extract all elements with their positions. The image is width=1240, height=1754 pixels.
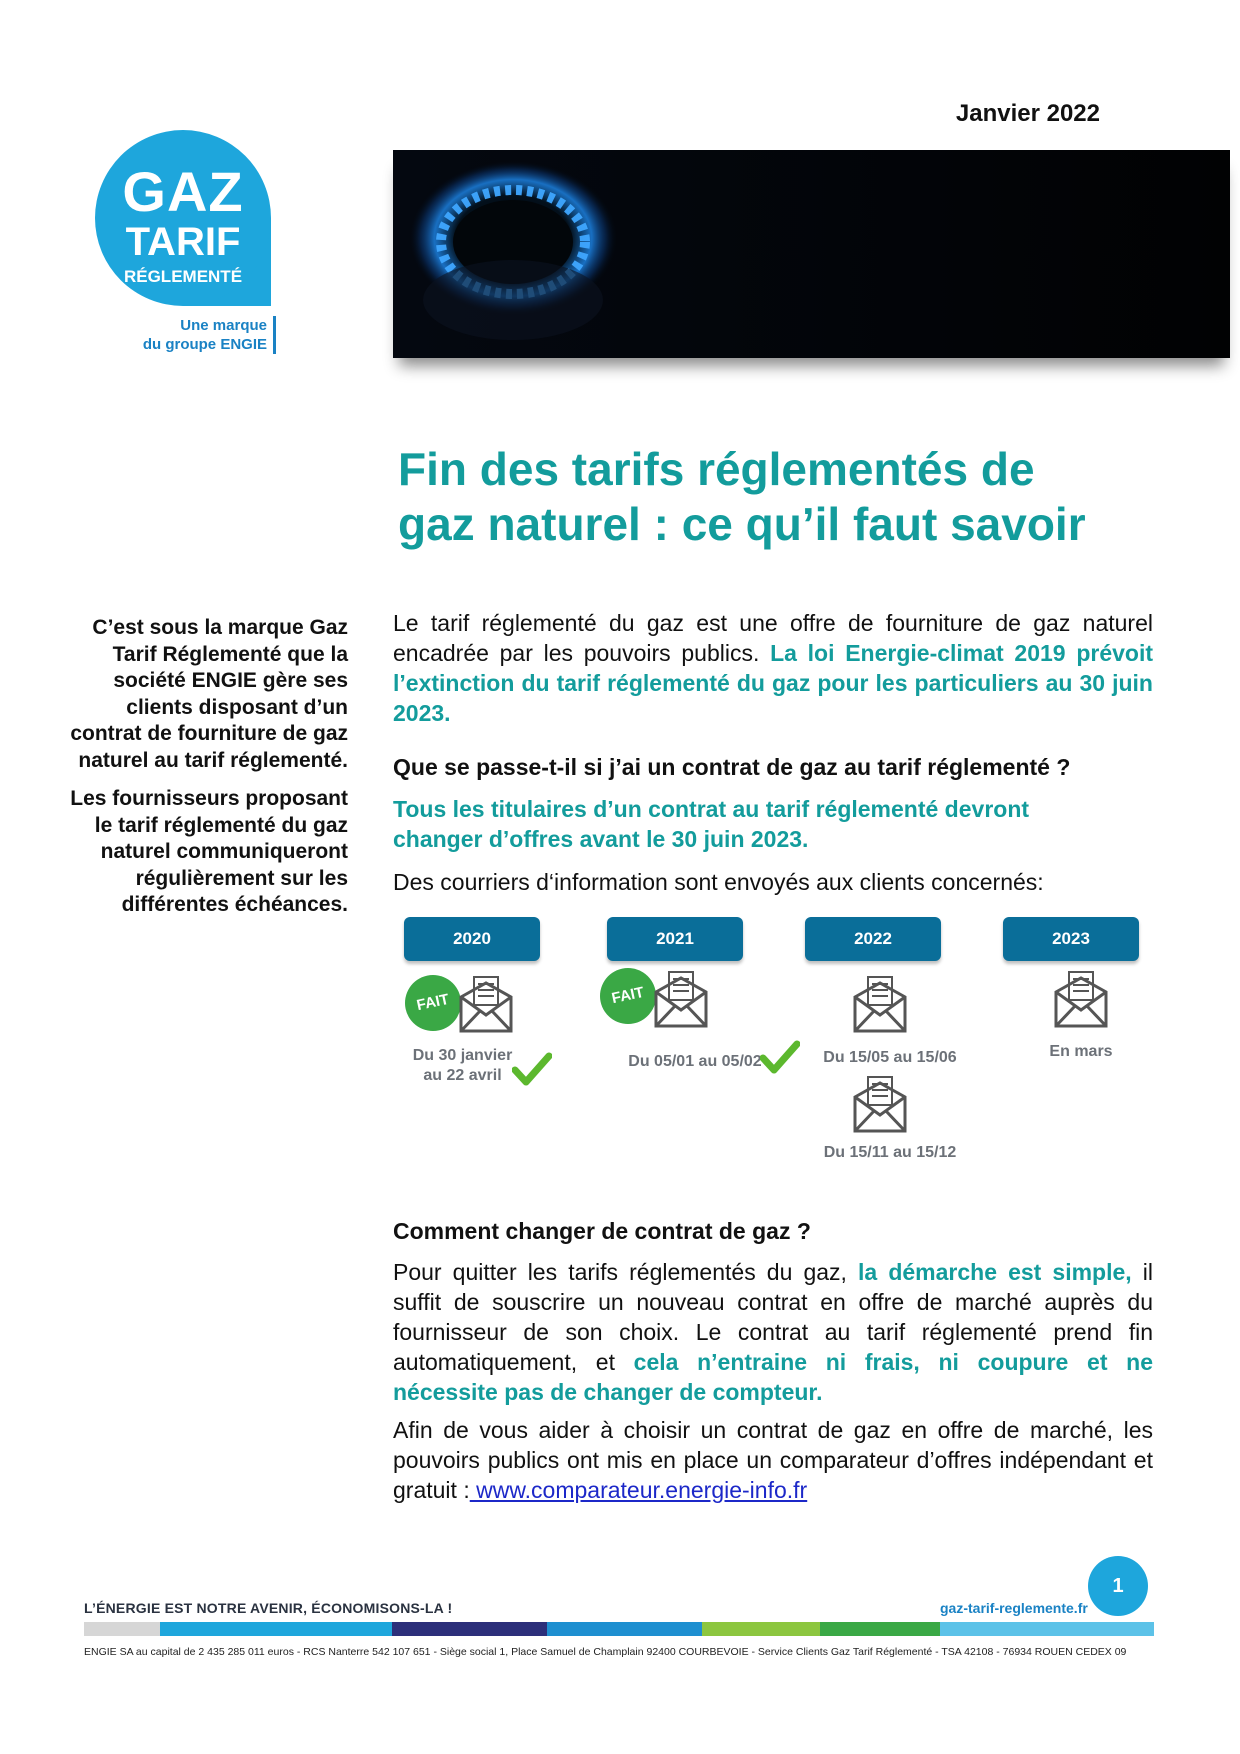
- fait-badge: FAIT: [400, 970, 466, 1036]
- envelope-icon: [653, 970, 709, 1028]
- question-heading: Que se passe-t-il si j’ai un contrat de gaz au tarif réglementé ?: [393, 754, 1071, 780]
- highlight-answer: Tous les titulaires d’un contrat au tarif réglementé devront changer d’offres avant le 30 juin 2023.: [393, 796, 1030, 852]
- logo-subtitle: Une marque du groupe ENGIE: [95, 316, 276, 354]
- comparator-link[interactable]: www.comparateur.energie-info.fr: [469, 1477, 808, 1503]
- comparator-paragraph: Afin de vous aider à choisir un contrat de gaz en offre de marché, les pouvoirs publics ont mis en place un comparateur d’offres indépendant et gratuit : www.comparateur.energie-info.fr: [393, 1417, 1153, 1503]
- fait-badge: FAIT: [595, 963, 661, 1029]
- envelope-icon: [458, 975, 514, 1033]
- bar-segment: [84, 1622, 160, 1636]
- highlight-text: La loi Energie-climat 2019 prévoit l’extinction du tarif réglementé du gaz pour les particuliers au 30 juin 2023.: [393, 640, 1154, 726]
- timeline-caption: En mars: [1049, 1043, 1113, 1060]
- timeline-caption: Du 15/05 au 15/06: [823, 1049, 957, 1066]
- sidebar-paragraph: Les fournisseurs proposant le tarif réglementé du gaz naturel communiqueront régulièrement sur les différentes échéances.: [70, 787, 348, 916]
- intro-paragraph: Le tarif réglementé du gaz est une offre de fourniture de gaz naturel encadrée par les pouvoirs publics. La loi Energie-climat 2019 prévoit l’extinction du tarif réglementé du gaz pour les particuliers au 30 juin 2023.: [393, 610, 1154, 726]
- bar-segment: [547, 1622, 702, 1636]
- timeline-caption: Du 30 janvier au 22 avril: [412, 1047, 513, 1084]
- bar-segment: [392, 1622, 547, 1636]
- bar-segment: [940, 1622, 1154, 1636]
- bar-segment: [160, 1622, 392, 1636]
- bar-segment: [702, 1622, 820, 1636]
- how-to-paragraph: Pour quitter les tarifs réglementés du gaz, la démarche est simple, il suffit de souscrire un nouveau contrat en offre de marché auprès du fournisseur de son choix. Le contrat au tarif réglementé prend fin automatiquement, et cela n’entraine ni frais, ni coupure et ne nécessite pas de changer de compteur.: [393, 1259, 1154, 1405]
- bar-segment: [820, 1622, 940, 1636]
- sidebar-note: [70, 615, 348, 931]
- timeline-year-2021: 2021: [607, 917, 743, 961]
- logo-text-gaz: GAZ: [122, 160, 244, 223]
- footer-website: gaz-tarif-reglemente.fr: [940, 1600, 1088, 1616]
- page-number: 1: [1088, 1556, 1148, 1616]
- highlight-text: la démarche est simple,: [858, 1259, 1132, 1285]
- gas-burner-image: [393, 150, 1230, 358]
- envelope-icon: [852, 975, 908, 1033]
- info-note: Des courriers d‘information sont envoyés aux clients concernés:: [393, 869, 1044, 895]
- sidebar-paragraph: C’est sous la marque Gaz Tarif Réglementé que la société ENGIE gère ses clients disposant d’un contrat de fourniture de gaz naturel au tarif réglementé.: [70, 616, 348, 772]
- highlight-text: cela n’entraine ni frais, ni coupure et ne nécessite pas de changer de compteur.: [393, 1349, 1153, 1405]
- check-icon: [760, 1040, 800, 1074]
- timeline-year-2023: 2023: [1003, 917, 1139, 961]
- logo-text-tarif: TARIF: [125, 220, 241, 264]
- check-icon: [512, 1052, 552, 1086]
- footer-slogan: L’ÉNERGIE EST NOTRE AVENIR, ÉCONOMISONS-LA !: [84, 1600, 453, 1616]
- page-title: Fin des tarifs réglementés de gaz naturel : ce qu’il faut savoir: [398, 443, 1086, 550]
- document-date: Janvier 2022: [955, 100, 1100, 127]
- envelope-icon: [1053, 970, 1109, 1028]
- legal-notice: ENGIE SA au capital de 2 435 285 011 euros - RCS Nanterre 542 107 651 - Siège social 1, Place Samuel de Champlain 92400 COURBEVOIE - Service Clients Gaz Tarif Réglementé - TSA 42108 - 76934 ROUEN CEDEX 09: [84, 1646, 1127, 1658]
- question-heading: Comment changer de contrat de gaz ?: [393, 1218, 811, 1244]
- envelope-icon: [852, 1075, 908, 1133]
- gas-flame-banner: [393, 150, 1230, 358]
- gaz-tarif-logo: [95, 130, 295, 360]
- logo-text-reglemente: RÉGLEMENTÉ: [123, 267, 243, 286]
- timeline-caption: Du 15/11 au 15/12: [823, 1144, 957, 1161]
- timeline-year-2022: 2022: [805, 917, 941, 961]
- timeline-year-2020: 2020: [404, 917, 540, 961]
- timeline-caption: Du 05/01 au 05/02: [628, 1053, 762, 1070]
